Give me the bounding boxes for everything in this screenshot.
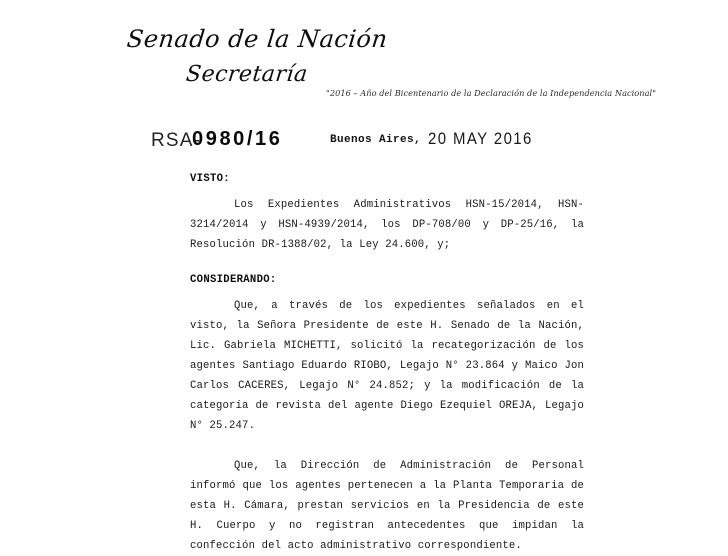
section-gap: [190, 255, 584, 273]
paragraph-text: Que, a través de los expedientes señalados en el visto, la Señora Presidente de este H. Senado de la Nación, Lic. Gabriela MICHETTI, solicitó la recategorización de los agentes Santiago Eduardo RIOBO, Legajo N° 23.864 y Maico Jon Carlos CACERES, Legajo N° 24.852; y la modificación de la categoría de revista del agente Diego Ezequiel OREJA, Legajo N° 25.247.: [190, 300, 591, 432]
section-heading-considerando: CONSIDERANDO:: [190, 274, 277, 286]
bicentennial-motto: "2016 – Año del Bicentenario de la Declaración de la Independencia Nacional": [326, 88, 657, 98]
paragraph-considerando-1: [190, 296, 591, 436]
reference-prefix: RSA-: [151, 130, 202, 151]
paragraph-gap: [190, 436, 584, 456]
paragraph-text: Los Expedientes Administrativos HSN-15/2014, HSN-3214/2014 y HSN-4939/2014, los DP-708/00 y DP-25/16, la Resolución DR-1388/02, la Ley 24.600, y;: [190, 199, 591, 251]
section-considerando: [190, 273, 591, 556]
reference-line: [0, 126, 728, 158]
letterhead-organization: Senado de la Nación: [125, 25, 389, 53]
date-stamp: 20 MAY 2016: [428, 129, 533, 148]
reference-number-stamp: 0980/16: [192, 128, 283, 150]
place-label: Buenos Aires,: [330, 134, 422, 146]
paragraph-text: Que, la Dirección de Administración de Personal informó que los agentes pertenecen a la Planta Temporaria de esta H. Cámara, prestan servicios en la Presidencia de este H. Cuerpo y no registran antecedentes que impidan la confección del acto administrativo correspondiente.: [190, 460, 591, 552]
section-heading-visto: VISTO:: [190, 173, 230, 185]
paragraph-visto-1: [190, 195, 591, 255]
document-body: [190, 172, 591, 556]
paragraph-considerando-2: [190, 456, 591, 556]
section-visto: [190, 172, 591, 255]
letterhead-office: Secretaría: [184, 62, 309, 87]
